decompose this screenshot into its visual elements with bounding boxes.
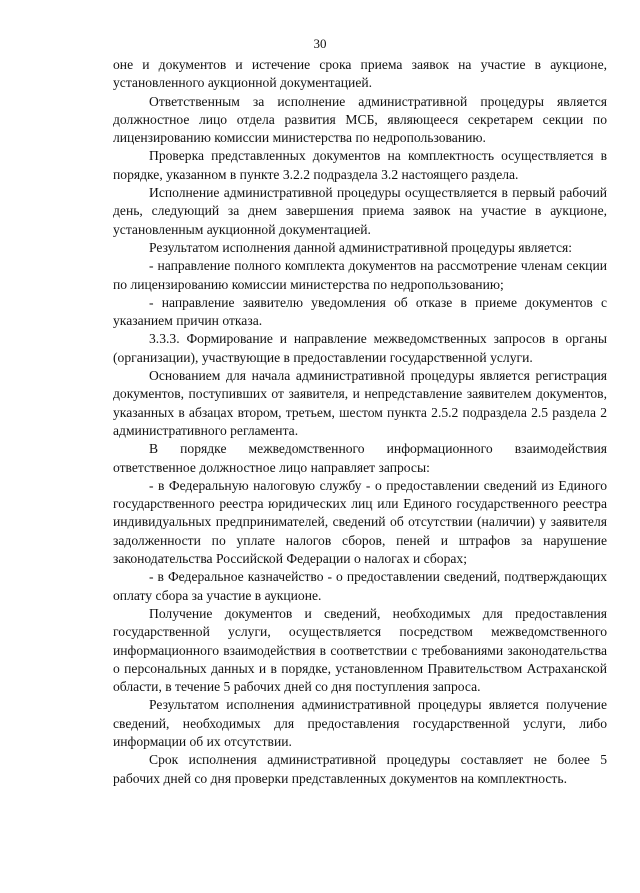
paragraph: В порядке межведомственного информационного взаимодействия ответственное должностное лицо направляет запросы:: [113, 441, 607, 475]
paragraph: Результатом исполнения административной процедуры является получение сведений, необходимых для предоставления государственной услуги, либо информации об их отсутствии.: [113, 697, 607, 749]
paragraph: Результатом исполнения данной административной процедуры является:: [149, 239, 573, 255]
list-item: - в Федеральное казначейство - о предоставлении сведений, подтверждающих оплату сбора за участие в аукционе.: [113, 569, 607, 603]
paragraph: Основанием для начала административной процедуры является регистрация документов, поступивших от заявителя, и непредставление заявителем документов, указанных в абзацах втором, третьем, шестом пункта 2.5.2 подраздела 2.5 раздела 2 административного регламента.: [113, 368, 607, 438]
paragraph: Получение документов и сведений, необходимых для предоставления государственной услуги, осуществляется посредством межведомственного информационного взаимодействия в соответствии с требованиями законодательства о персональных данных и в порядке, установленном Правительством Астраханской области, в течение 5 рабочих дней со дня поступления запроса.: [113, 605, 607, 695]
paragraph: Ответственным за исполнение административной процедуры является должностное лицо отдела развития МСБ, являющееся секретарем секции по лицензированию комиссии министерства по недропользованию.: [113, 93, 607, 146]
paragraph: Исполнение административной процедуры осуществляется в первый рабочий день, следующий за днем завершения приема заявок на участие в аукционе, установленным аукционной документацией.: [113, 185, 607, 237]
list-item: - направление полного комплекта документов на рассмотрение членам секции по лицензированию комиссии министерства по недропользованию;: [113, 258, 607, 292]
list-item: - направление заявителю уведомления об отказе в приеме документов с указанием причин отказа.: [113, 294, 607, 329]
list-item: - в Федеральную налоговую службу - о предоставлении сведений из Единого государственного реестра юридических лиц или Единого государственного реестра индивидуальных предпринимателей, сведений об отсутствии (наличии) у заявителя задолженности по уплате налогов сборов, пеней и штрафов за нарушение законодательства Российской Федерации о налогах и сборах;: [113, 477, 607, 567]
section-heading: 3.3.3. Формирование и направление межведомственных запросов в органы (организации), участвующие в предоставлении государственной услуги.: [113, 331, 607, 365]
document-body: [113, 56, 607, 788]
paragraph: Проверка представленных документов на комплектность осуществляется в порядке, указанном в пункте 3.2.2 подраздела 3.2 настоящего раздела.: [113, 148, 607, 182]
paragraph: Срок исполнения административной процедуры составляет не более 5 рабочих дней со дня проверки представленных документов на комплектность.: [113, 752, 607, 786]
paragraph: оне и документов и истечение срока приема заявок на участие в аукционе, установленного аукционной документацией.: [113, 57, 607, 91]
page-number: 30: [313, 36, 327, 51]
